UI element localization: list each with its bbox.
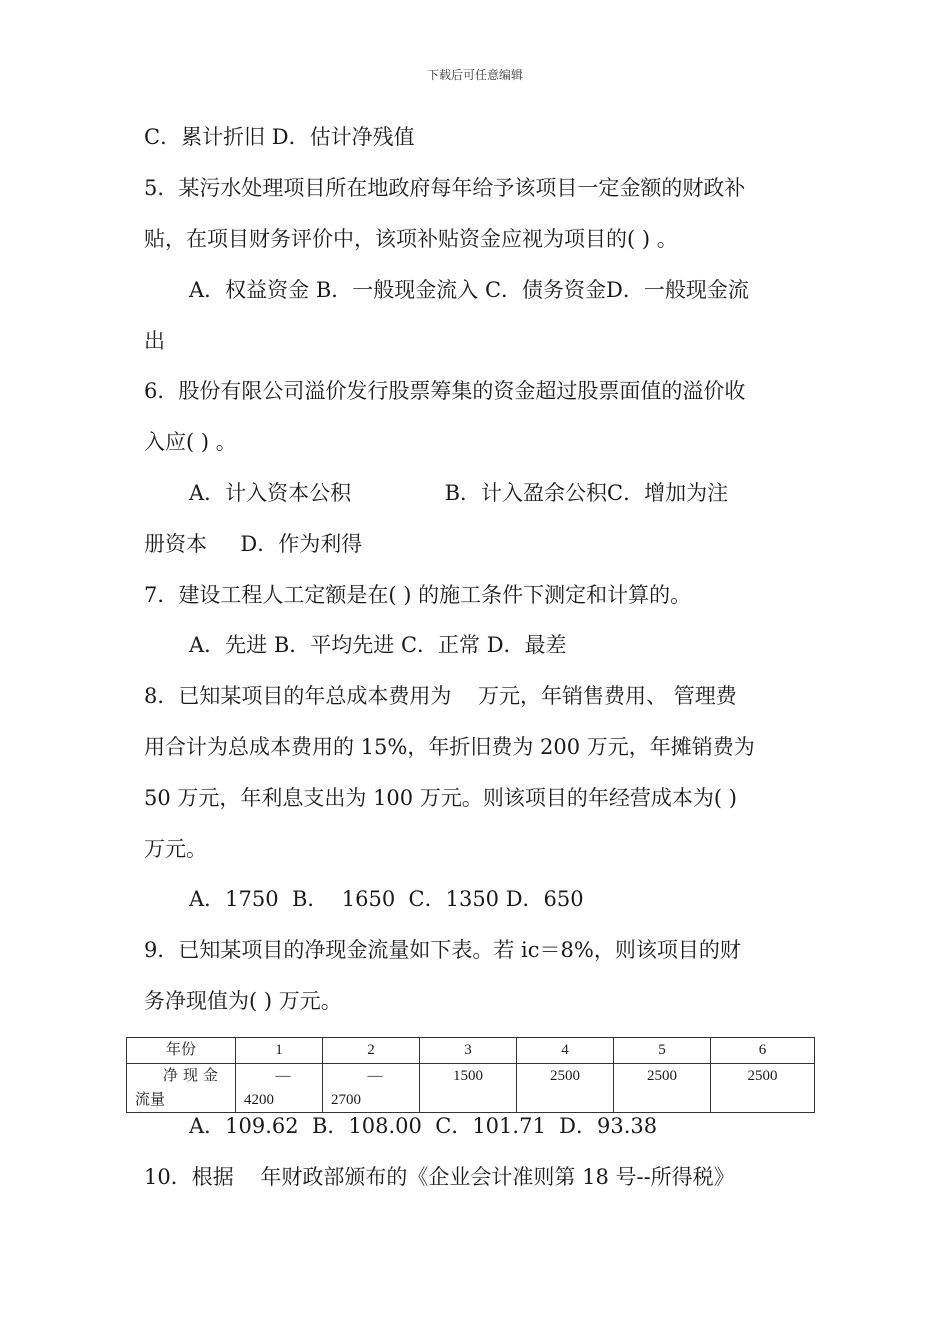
option-line-q4: C．累计折旧 D．估计净残值	[144, 125, 415, 149]
table-header-row	[127, 1038, 815, 1064]
year-cell: 6	[711, 1038, 815, 1064]
cash-flow-cell	[323, 1064, 420, 1113]
question-5-options-wrap: 出	[144, 329, 165, 353]
row-label-line-1: 净现金	[163, 1068, 224, 1084]
cash-flow-cell	[517, 1064, 614, 1113]
cell-top: 1500	[453, 1068, 483, 1084]
cash-flow-cell	[420, 1064, 517, 1113]
question-10-line-1: 10．根据 年财政部颁布的《企业会计准则第 18 号--所得税》	[144, 1165, 735, 1189]
cell-bottom: 4200	[244, 1092, 274, 1108]
cash-flow-cell	[614, 1064, 711, 1113]
question-9-line-2: 务净现值为( ) 万元。	[144, 989, 342, 1013]
cash-flow-cell	[711, 1064, 815, 1113]
cell-top: —	[275, 1068, 291, 1084]
question-6-line-2: 入应( ) 。	[144, 430, 237, 454]
question-5-line-2: 贴，在项目财务评价中，该项补贴资金应视为项目的( ) 。	[144, 227, 678, 251]
row-label-line-2: 流量	[135, 1092, 166, 1108]
question-8-line-2: 用合计为总成本费用的 15%，年折旧费为 200 万元，年摊销费为	[144, 735, 755, 759]
question-8-line-4: 万元。	[144, 837, 207, 861]
year-cell: 5	[614, 1038, 711, 1064]
page-header: 下载后可任意编辑	[426, 68, 523, 82]
cell-top: —	[367, 1068, 383, 1084]
table-row	[127, 1064, 815, 1113]
row-label-cell	[127, 1064, 236, 1113]
question-9-options: A．109.62 B．108.00 C．101.71 D．93.38	[189, 1114, 658, 1138]
question-8-options: A．1750 B． 1650 C．1350 D．650	[189, 887, 584, 911]
question-5-options: A．权益资金 B．一般现金流入 C．债务资金D．一般现金流	[189, 278, 749, 302]
question-6-line-1: 6．股份有限公司溢价发行股票筹集的资金超过股票面值的溢价收	[144, 379, 746, 403]
question-6-options-wrap: 册资本 D．作为利得	[144, 532, 363, 556]
year-cell: 4	[517, 1038, 614, 1064]
cash-flow-cell	[236, 1064, 323, 1113]
cell-top: 2500	[550, 1068, 580, 1084]
question-7-options: A．先进 B．平均先进 C．正常 D．最差	[189, 633, 567, 657]
year-cell: 2	[323, 1038, 420, 1064]
cell-bottom: 2700	[331, 1092, 361, 1108]
cell-top: 2500	[747, 1068, 778, 1084]
question-8-line-3: 50 万元，年利息支出为 100 万元。则该项目的年经营成本为( )	[144, 786, 737, 810]
cell-top: 2500	[647, 1068, 677, 1084]
year-header-cell: 年份	[127, 1038, 236, 1064]
year-cell: 3	[420, 1038, 517, 1064]
question-6-options: A．计入资本公积 B．计入盈余公积C．增加为注	[189, 481, 729, 505]
question-9-line-1: 9．已知某项目的净现金流量如下表。若 ic＝8%，则该项目的财	[144, 938, 741, 962]
cash-flow-table	[126, 1037, 815, 1113]
question-5-line-1: 5．某污水处理项目所在地政府每年给予该项目一定金额的财政补	[144, 176, 746, 200]
question-7-line-1: 7．建设工程人工定额是在( ) 的施工条件下测定和计算的。	[144, 583, 692, 607]
question-8-line-1: 8．已知某项目的年总成本费用为 万元，年销售费用、 管理费	[144, 684, 737, 708]
year-cell: 1	[236, 1038, 323, 1064]
